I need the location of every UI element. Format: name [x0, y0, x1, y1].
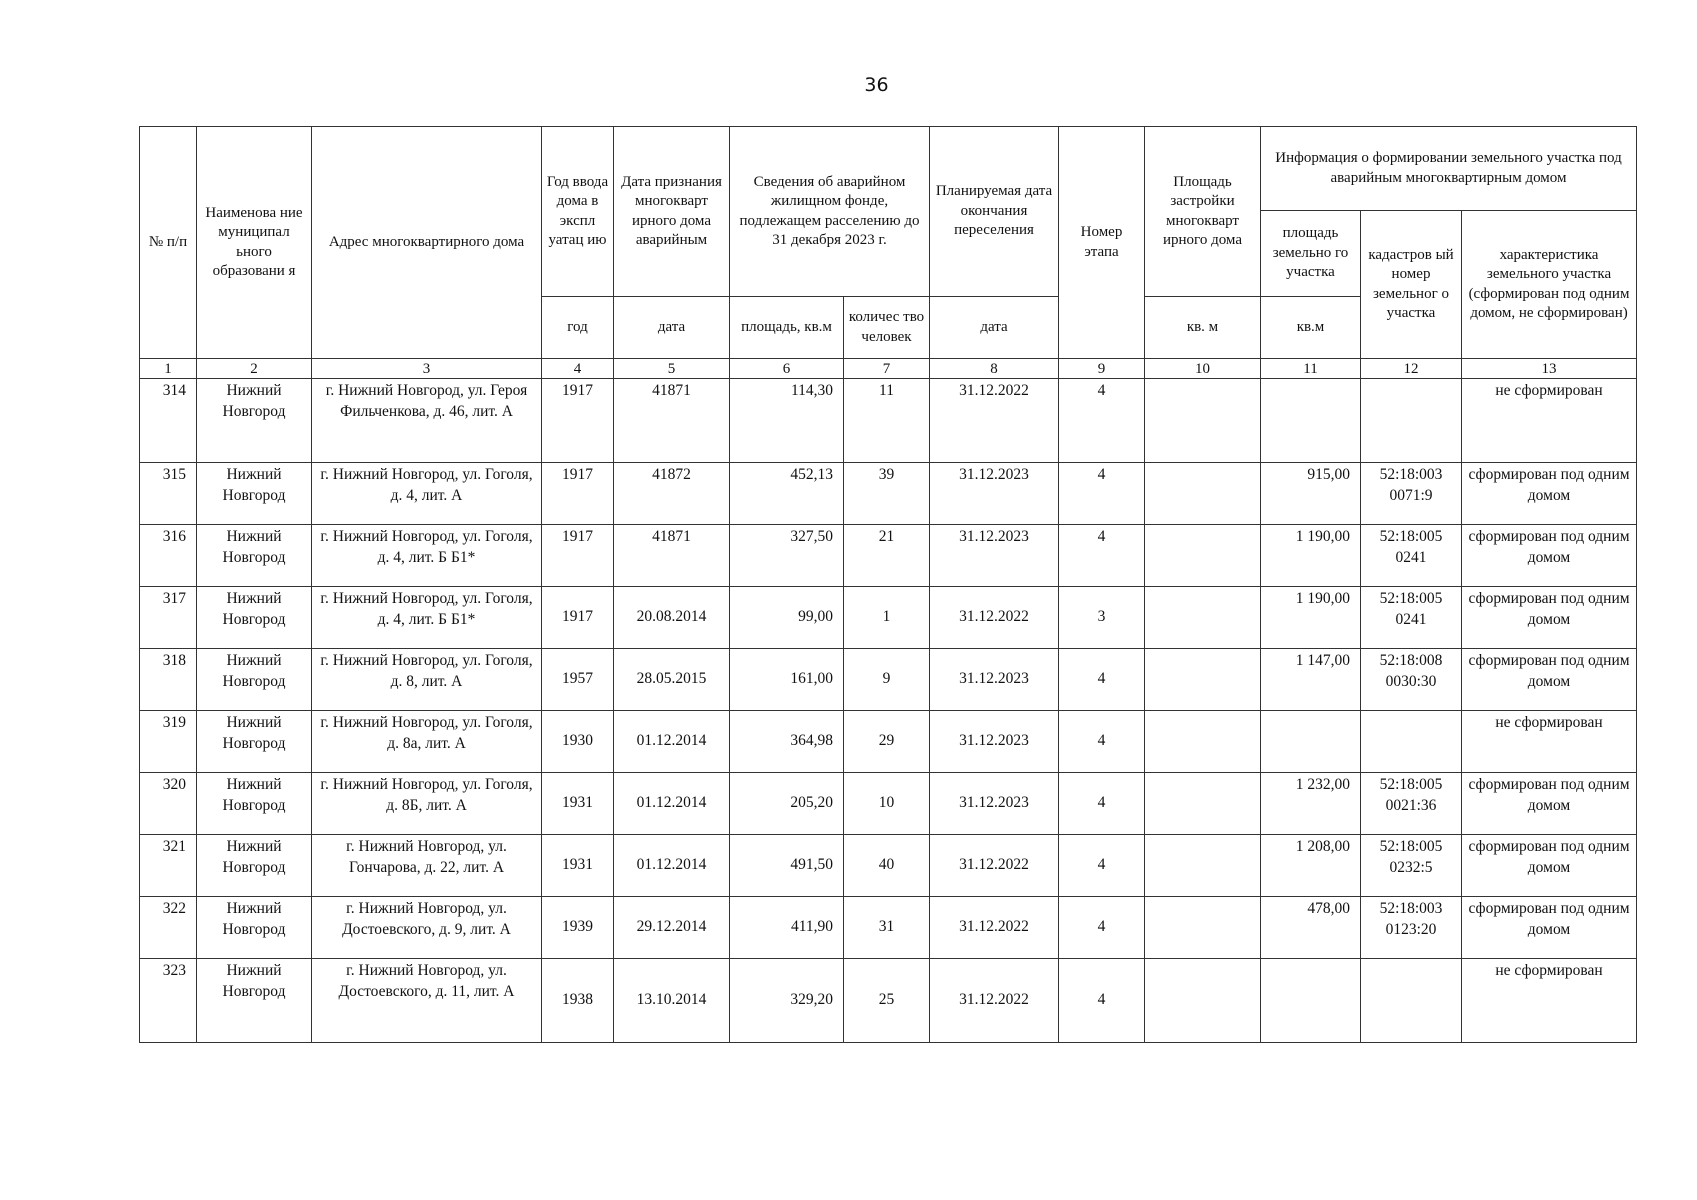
cell-address: г. Нижний Новгород, ул. Гончарова, д. 22, лит. А [312, 835, 542, 897]
cell-row-number: 317 [140, 587, 197, 649]
cell-area: 327,50 [730, 525, 844, 587]
cell-stage: 4 [1059, 773, 1145, 835]
cell-building-area [1145, 463, 1261, 525]
cell-row-number: 315 [140, 463, 197, 525]
cell-cadastral-number [1361, 711, 1462, 773]
cell-municipality: Нижний Новгород [197, 525, 312, 587]
cell-people: 25 [844, 959, 930, 1043]
column-number: 1 [140, 359, 197, 379]
cell-area: 411,90 [730, 897, 844, 959]
cell-land-area: 1 190,00 [1261, 587, 1361, 649]
header-address: Адрес многоквартирного дома [312, 127, 542, 359]
cell-land-area [1261, 711, 1361, 773]
column-number: 12 [1361, 359, 1462, 379]
cell-area: 364,98 [730, 711, 844, 773]
cell-building-area [1145, 959, 1261, 1043]
cell-land-area: 915,00 [1261, 463, 1361, 525]
cell-planned-date: 31.12.2022 [930, 897, 1059, 959]
cell-planned-date: 31.12.2022 [930, 959, 1059, 1043]
header-cadastral-number: кадастров ый номер земельног о участка [1361, 211, 1462, 359]
header-sub-sqm: кв. м [1145, 297, 1261, 359]
cell-stage: 4 [1059, 959, 1145, 1043]
header-land-area: площадь земельно го участка [1261, 211, 1361, 297]
cell-building-area [1145, 525, 1261, 587]
header-land-characteristic: характеристика земельного участка (сформирован под одним домом, не сформирован) [1462, 211, 1637, 359]
cell-commission-year: 1917 [542, 379, 614, 463]
table-row [140, 959, 1637, 1043]
cell-commission-year: 1930 [542, 711, 614, 773]
column-number: 2 [197, 359, 312, 379]
cell-land-characteristic: сформирован под одним домом [1462, 463, 1637, 525]
header-stage-number: Номер этапа [1059, 127, 1145, 359]
cell-cadastral-number: 52:18:005 0232:5 [1361, 835, 1462, 897]
cell-municipality: Нижний Новгород [197, 835, 312, 897]
column-number: 3 [312, 359, 542, 379]
page-number: 36 [864, 74, 889, 96]
table-header [140, 127, 1637, 379]
cell-planned-date: 31.12.2023 [930, 649, 1059, 711]
cell-commission-year: 1957 [542, 649, 614, 711]
column-number: 5 [614, 359, 730, 379]
cell-address: г. Нижний Новгород, ул. Героя Фильченкова, д. 46, лит. А [312, 379, 542, 463]
cell-stage: 4 [1059, 379, 1145, 463]
cell-municipality: Нижний Новгород [197, 649, 312, 711]
cell-area: 329,20 [730, 959, 844, 1043]
cell-municipality: Нижний Новгород [197, 711, 312, 773]
cell-row-number: 316 [140, 525, 197, 587]
cell-row-number: 314 [140, 379, 197, 463]
cell-emergency-date: 01.12.2014 [614, 835, 730, 897]
column-number: 10 [1145, 359, 1261, 379]
cell-municipality: Нижний Новгород [197, 463, 312, 525]
cell-land-area: 1 208,00 [1261, 835, 1361, 897]
header-land-info: Информация о формировании земельного участка под аварийным многоквартирным домом [1261, 127, 1637, 211]
cell-planned-date: 31.12.2022 [930, 587, 1059, 649]
cell-land-area: 478,00 [1261, 897, 1361, 959]
column-number-row [140, 359, 1637, 379]
cell-people: 21 [844, 525, 930, 587]
table-row [140, 463, 1637, 525]
cell-land-characteristic: не сформирован [1462, 959, 1637, 1043]
cell-commission-year: 1917 [542, 587, 614, 649]
cell-row-number: 319 [140, 711, 197, 773]
cell-building-area [1145, 773, 1261, 835]
cell-land-area: 1 232,00 [1261, 773, 1361, 835]
cell-building-area [1145, 897, 1261, 959]
cell-commission-year: 1939 [542, 897, 614, 959]
header-sub-year: год [542, 297, 614, 359]
cell-cadastral-number: 52:18:005 0021:36 [1361, 773, 1462, 835]
table-body [140, 379, 1637, 1043]
cell-land-characteristic: сформирован под одним домом [1462, 649, 1637, 711]
table-row [140, 649, 1637, 711]
cell-municipality: Нижний Новгород [197, 897, 312, 959]
cell-municipality: Нижний Новгород [197, 587, 312, 649]
cell-people: 31 [844, 897, 930, 959]
cell-land-area: 1 190,00 [1261, 525, 1361, 587]
cell-people: 39 [844, 463, 930, 525]
cell-emergency-date: 41871 [614, 525, 730, 587]
cell-people: 40 [844, 835, 930, 897]
cell-commission-year: 1931 [542, 835, 614, 897]
cell-people: 11 [844, 379, 930, 463]
cell-address: г. Нижний Новгород, ул. Достоевского, д. 9, лит. А [312, 897, 542, 959]
cell-stage: 4 [1059, 649, 1145, 711]
cell-row-number: 321 [140, 835, 197, 897]
column-number: 4 [542, 359, 614, 379]
cell-cadastral-number: 52:18:003 0123:20 [1361, 897, 1462, 959]
cell-municipality: Нижний Новгород [197, 959, 312, 1043]
cell-area: 491,50 [730, 835, 844, 897]
column-number: 7 [844, 359, 930, 379]
cell-address: г. Нижний Новгород, ул. Гоголя, д. 4, лит. А [312, 463, 542, 525]
cell-planned-date: 31.12.2023 [930, 773, 1059, 835]
cell-commission-year: 1917 [542, 463, 614, 525]
cell-people: 10 [844, 773, 930, 835]
cell-land-area [1261, 379, 1361, 463]
cell-emergency-date: 01.12.2014 [614, 711, 730, 773]
cell-emergency-date: 41872 [614, 463, 730, 525]
table-row [140, 835, 1637, 897]
cell-stage: 4 [1059, 835, 1145, 897]
cell-area: 114,30 [730, 379, 844, 463]
cell-land-characteristic: не сформирован [1462, 379, 1637, 463]
table-row [140, 525, 1637, 587]
table-row [140, 587, 1637, 649]
header-sub-date: дата [614, 297, 730, 359]
header-emergency-fund: Сведения об аварийном жилищном фонде, подлежащем расселению до 31 декабря 2023 г. [730, 127, 930, 297]
cell-address: г. Нижний Новгород, ул. Гоголя, д. 8, лит. А [312, 649, 542, 711]
cell-address: г. Нижний Новгород, ул. Достоевского, д. 11, лит. А [312, 959, 542, 1043]
header-row-number: № п/п [140, 127, 197, 359]
table-row [140, 711, 1637, 773]
header-municipality: Наименова ние муниципал ьного образовани я [197, 127, 312, 359]
cell-land-area: 1 147,00 [1261, 649, 1361, 711]
cell-land-characteristic: сформирован под одним домом [1462, 773, 1637, 835]
column-number: 11 [1261, 359, 1361, 379]
cell-land-characteristic: не сформирован [1462, 711, 1637, 773]
cell-cadastral-number [1361, 959, 1462, 1043]
cell-stage: 4 [1059, 525, 1145, 587]
cell-area: 452,13 [730, 463, 844, 525]
cell-land-area [1261, 959, 1361, 1043]
cell-emergency-date: 20.08.2014 [614, 587, 730, 649]
cell-address: г. Нижний Новгород, ул. Гоголя, д. 4, лит. Б Б1* [312, 587, 542, 649]
cell-building-area [1145, 379, 1261, 463]
column-number: 9 [1059, 359, 1145, 379]
cell-row-number: 322 [140, 897, 197, 959]
cell-land-characteristic: сформирован под одним домом [1462, 897, 1637, 959]
cell-emergency-date: 13.10.2014 [614, 959, 730, 1043]
cell-address: г. Нижний Новгород, ул. Гоголя, д. 8а, лит. А [312, 711, 542, 773]
cell-commission-year: 1938 [542, 959, 614, 1043]
cell-row-number: 320 [140, 773, 197, 835]
emergency-housing-table [139, 126, 1637, 1043]
cell-municipality: Нижний Новгород [197, 773, 312, 835]
cell-commission-year: 1917 [542, 525, 614, 587]
cell-cadastral-number: 52:18:003 0071:9 [1361, 463, 1462, 525]
table-row [140, 379, 1637, 463]
cell-planned-date: 31.12.2023 [930, 711, 1059, 773]
cell-planned-date: 31.12.2023 [930, 463, 1059, 525]
table-row [140, 773, 1637, 835]
cell-land-characteristic: сформирован под одним домом [1462, 525, 1637, 587]
cell-area: 99,00 [730, 587, 844, 649]
cell-commission-year: 1931 [542, 773, 614, 835]
cell-emergency-date: 29.12.2014 [614, 897, 730, 959]
header-sub-people: количес тво человек [844, 297, 930, 359]
cell-address: г. Нижний Новгород, ул. Гоголя, д. 4, лит. Б Б1* [312, 525, 542, 587]
cell-people: 1 [844, 587, 930, 649]
cell-row-number: 323 [140, 959, 197, 1043]
cell-land-characteristic: сформирован под одним домом [1462, 587, 1637, 649]
cell-emergency-date: 28.05.2015 [614, 649, 730, 711]
cell-land-characteristic: сформирован под одним домом [1462, 835, 1637, 897]
cell-municipality: Нижний Новгород [197, 379, 312, 463]
cell-building-area [1145, 711, 1261, 773]
cell-stage: 4 [1059, 897, 1145, 959]
cell-emergency-date: 41871 [614, 379, 730, 463]
cell-row-number: 318 [140, 649, 197, 711]
header-commission-year: Год ввода дома в экспл уатац ию [542, 127, 614, 297]
cell-planned-date: 31.12.2023 [930, 525, 1059, 587]
cell-address: г. Нижний Новгород, ул. Гоголя, д. 8Б, лит. А [312, 773, 542, 835]
cell-cadastral-number: 52:18:008 0030:30 [1361, 649, 1462, 711]
cell-building-area [1145, 587, 1261, 649]
header-sub-plan-date: дата [930, 297, 1059, 359]
header-emergency-date: Дата признания многокварт ирного дома аварийным [614, 127, 730, 297]
cell-people: 9 [844, 649, 930, 711]
header-planned-date: Планируемая дата окончания переселения [930, 127, 1059, 297]
table-row [140, 897, 1637, 959]
cell-building-area [1145, 835, 1261, 897]
cell-stage: 4 [1059, 463, 1145, 525]
column-number: 13 [1462, 359, 1637, 379]
cell-cadastral-number: 52:18:005 0241 [1361, 525, 1462, 587]
cell-people: 29 [844, 711, 930, 773]
cell-area: 205,20 [730, 773, 844, 835]
cell-cadastral-number [1361, 379, 1462, 463]
header-building-area: Площадь застройки многокварт ирного дома [1145, 127, 1261, 297]
cell-planned-date: 31.12.2022 [930, 835, 1059, 897]
header-sub-area: площадь, кв.м [730, 297, 844, 359]
column-number: 6 [730, 359, 844, 379]
cell-emergency-date: 01.12.2014 [614, 773, 730, 835]
cell-cadastral-number: 52:18:005 0241 [1361, 587, 1462, 649]
cell-planned-date: 31.12.2022 [930, 379, 1059, 463]
column-number: 8 [930, 359, 1059, 379]
cell-stage: 4 [1059, 711, 1145, 773]
cell-building-area [1145, 649, 1261, 711]
header-sub-land-sqm: кв.м [1261, 297, 1361, 359]
cell-stage: 3 [1059, 587, 1145, 649]
cell-area: 161,00 [730, 649, 844, 711]
